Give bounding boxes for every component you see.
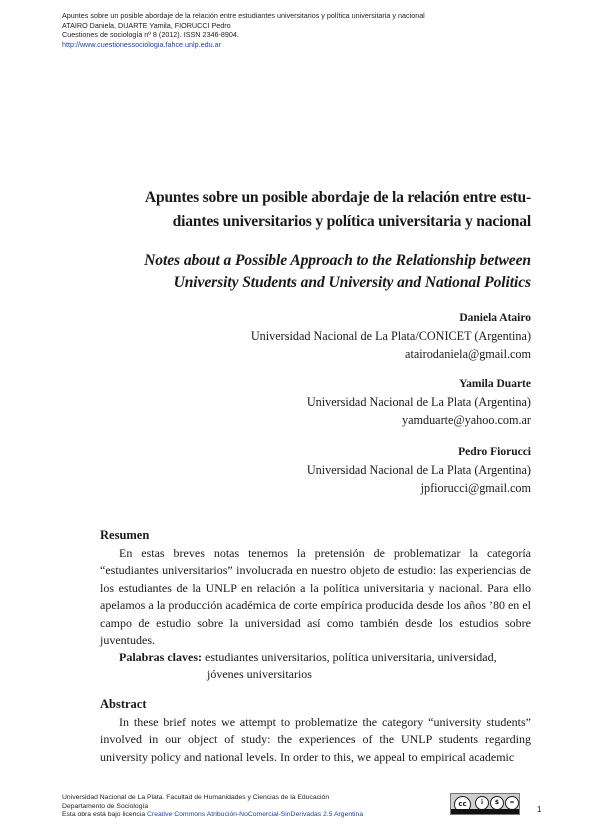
- keywords-line2: jóvenes universitarios: [207, 667, 312, 682]
- header-article-title: Apuntes sobre un posible abordaje de la relación entre estudiantes universitarios y política universitaria y nacional: [62, 11, 425, 20]
- author-block: [100, 309, 531, 363]
- nd-icon: =: [505, 796, 519, 810]
- footer-license-prefix: Esta obra está bajo licencia: [62, 811, 148, 819]
- license-badge-bar: [451, 809, 519, 814]
- abstract-body: [100, 714, 531, 766]
- author-block: [100, 375, 531, 429]
- author-block: [100, 443, 531, 497]
- cc-icon: cc: [454, 796, 471, 813]
- header-journal-link[interactable]: http://www.cuestionessociologia.fahce.unlp.edu.ar: [62, 39, 222, 49]
- title-english: [62, 250, 531, 294]
- footer-department: Departamento de Sociología: [62, 802, 149, 810]
- cc-by-nc-nd-icon[interactable]: [450, 793, 520, 815]
- resumen-text: En estas breves notas tenemos la pretensión de problematizar la categoría “estudiantes universitarios” involucrada en nuestro objeto de estudio: las experiencias de los estudiantes de la UNLP en relación a la política universitaria y nacional. Para ello apelamos a la producción académica de corte empírica producida desde los años ’80 en el campo de estudio sobre la universidad así como también desde los estudios sobre juventudes.: [100, 546, 531, 648]
- author-affiliation: Universidad Nacional de La Plata/CONICET (Argentina): [250, 329, 531, 343]
- running-header: [62, 11, 425, 49]
- page-number: 1: [537, 805, 542, 814]
- header-authors: ATAIRO Daniela, DUARTE Yamila, FIORUCCI Pedro: [62, 20, 231, 30]
- title-english-line1: Notes about a Possible Approach to the Relationship between: [144, 252, 531, 269]
- author-affiliation: Universidad Nacional de La Plata (Argentina): [306, 395, 531, 409]
- keywords-line1: estudiantes universitarios, política universitaria, universidad,: [205, 650, 497, 664]
- author-email: jpfiorucci@gmail.com: [420, 481, 531, 495]
- author-affiliation: Universidad Nacional de La Plata (Argentina): [306, 463, 531, 477]
- page-footer: [62, 794, 363, 820]
- author-name: Yamila Duarte: [459, 378, 531, 390]
- header-journal: Cuestiones de sociología nº 8 (2012). ISSN 2346-8904.: [62, 30, 239, 40]
- resumen-body: [100, 545, 531, 649]
- abstract-text: In these brief notes we attempt to problematize the category “university students” involved in our object of study: the experiences of the UNLP students regarding university policy and national levels. In order to this, we appeal to empirical academic: [100, 715, 531, 764]
- title-spanish: [62, 186, 531, 234]
- author-name: Pedro Fiorucci: [458, 446, 531, 458]
- keywords-label: Palabras claves:: [119, 650, 202, 664]
- author-name: Daniela Atairo: [459, 312, 531, 324]
- footer-institution: Universidad Nacional de La Plata. Facultad de Humanidades y Ciencias de la Educación: [62, 794, 330, 801]
- title-english-line2: University Students and University and National Politics: [173, 274, 531, 291]
- nc-icon: $: [490, 796, 504, 810]
- abstract-heading: Abstract: [100, 697, 147, 711]
- license-link[interactable]: Creative Commons Atribución-NoComercial-SinDerivadas 2.5 Argentina: [147, 811, 364, 819]
- author-email: atairodaniela@gmail.com: [405, 347, 531, 361]
- keywords: [119, 649, 529, 684]
- title-spanish-line2: diantes universitarios y política universitaria y nacional: [172, 213, 531, 230]
- resumen-heading: Resumen: [100, 528, 150, 542]
- by-icon: i: [475, 796, 489, 810]
- author-email: yamduarte@yahoo.com.ar: [402, 413, 531, 427]
- title-spanish-line1: Apuntes sobre un posible abordaje de la relación entre estu-: [144, 189, 531, 206]
